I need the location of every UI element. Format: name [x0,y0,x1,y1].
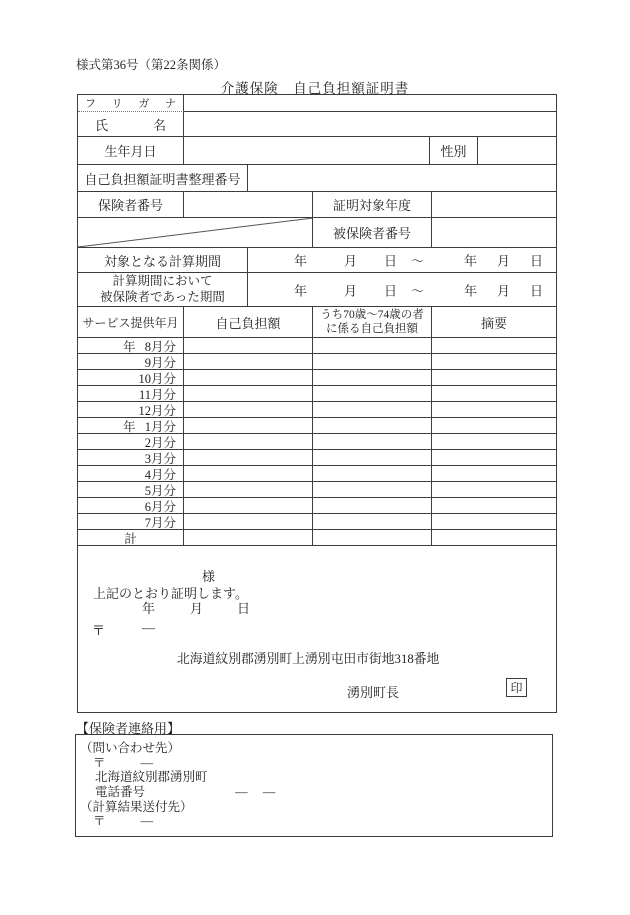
name-value-cell [184,112,556,136]
certificate-table [77,94,557,713]
col-header-senior-line1: うち70歳～74歳の者 [320,308,424,321]
result-postal-line [76,814,552,829]
month-label: 5月分 [144,483,176,497]
serial-number-value-cell [248,165,556,191]
note-cell [432,482,556,497]
total-self-pay-cell [184,530,313,545]
self-pay-cell [184,450,313,465]
insurer-contact-box [75,734,553,837]
month-label: 4月分 [144,467,176,481]
furigana-char: フ [85,98,96,110]
page-title: 介護保険 自己負担額証明書 [220,81,410,96]
name-row [78,112,556,137]
month-label-cell [78,466,184,481]
month-label-cell [78,370,184,385]
service-month-row-nov [78,386,556,402]
self-pay-cell [184,514,313,529]
note-cell [432,498,556,513]
month-label-cell [78,482,184,497]
note-cell [432,514,556,529]
date-unit-day: 日 [530,253,544,269]
date-tilde: ～ [411,283,425,298]
furigana-value-cell [184,95,556,112]
serial-number-row [78,165,556,192]
col-header-service-month: サービス提供年月 [78,307,184,337]
month-label-cell [78,418,184,433]
month-label-cell [78,338,184,353]
inquiry-postal-line [76,756,552,771]
month-year-prefix: 年 [123,419,136,433]
insurer-contact-section-title: 【保険者連絡用】 [76,721,181,736]
insured-period-label-line1: 計算期間において [112,273,213,288]
service-month-row-oct [78,370,556,386]
senior-pay-cell [313,498,432,513]
furigana-char: ナ [164,98,176,110]
result-destination-label: （計算結果送付先） [80,799,193,814]
self-pay-cell [184,498,313,513]
insured-number-label: 被保険者番号 [313,218,432,247]
month-label: 2月分 [144,435,176,449]
insured-period-label [78,273,248,306]
diagonal-blank-cell [78,218,313,247]
date-tilde: ～ [411,253,425,269]
col-header-note: 摘要 [480,315,507,331]
month-year-prefix: 年 [123,339,136,353]
senior-pay-cell [313,450,432,465]
note-cell [432,466,556,481]
target-year-label: 証明対象年度 [313,192,432,217]
note-cell [432,370,556,385]
seal-mark [506,678,527,697]
date-unit-day: 日 [530,283,544,298]
service-month-row-feb [78,434,556,450]
senior-pay-cell [313,418,432,433]
month-label-cell [78,434,184,449]
gender-value-cell [478,137,556,164]
calc-period-date-cell [248,248,556,272]
month-label-cell [78,450,184,465]
issue-date-day: 日 [237,601,251,616]
month-label-cell [78,498,184,513]
postal-dash: ― [140,755,154,770]
service-table-header [78,307,556,338]
total-note-cell [432,530,556,545]
phone-dash: ― [262,785,276,800]
date-unit-month: 月 [497,283,511,298]
self-pay-cell [184,370,313,385]
self-pay-cell [184,338,313,353]
birthdate-label: 生年月日 [78,137,184,164]
senior-pay-cell [313,338,432,353]
issuer-address: 北海道紋別郡湧別町上湧別屯田市街地318番地 [177,652,440,666]
issuer-name: 湧別町長 [347,685,400,700]
birthdate-value-cell [184,137,430,164]
senior-pay-cell [313,434,432,449]
postal-dash: ― [140,814,154,829]
service-month-row-jul [78,514,556,530]
self-pay-cell [184,386,313,401]
self-pay-cell [184,354,313,369]
name-char: 氏 [95,117,109,133]
calc-period-row [78,248,556,273]
insured-period-label-line2: 被保険者であった期間 [100,289,225,304]
date-unit-month: 月 [344,253,358,269]
phone-line [76,785,552,800]
self-pay-cell [184,466,313,481]
certification-statement: 上記のとおり証明します。 [93,586,248,601]
self-pay-cell [184,418,313,433]
month-label: 7月分 [144,515,176,529]
note-cell [432,338,556,353]
month-label: 6月分 [144,499,176,513]
insured-number-value-cell [432,218,556,247]
note-cell [432,450,556,465]
self-pay-cell [184,434,313,449]
date-unit-year: 年 [294,283,308,298]
month-label-cell [78,354,184,369]
phone-dash: ― [235,785,248,800]
date-unit-year: 年 [464,253,478,269]
service-month-row-may [78,482,556,498]
month-label-cell [78,386,184,401]
date-unit-day: 日 [384,283,398,298]
gender-label: 性別 [430,137,478,164]
serial-number-label: 自己負担額証明書整理番号 [78,165,248,191]
date-unit-month: 月 [497,253,511,269]
insurer-number-row [78,192,556,218]
month-label-cell [78,402,184,417]
service-month-row-jun [78,498,556,514]
seal-character: 印 [510,681,523,695]
note-cell [432,434,556,449]
postal-mark: 〒 [93,755,106,770]
issue-date-year: 年 [142,601,156,616]
col-header-senior-pay [313,307,432,337]
certification-block [78,546,556,713]
senior-pay-cell [313,402,432,417]
insurer-number-value-cell [184,192,313,217]
issue-date-month: 月 [190,601,204,616]
service-month-row-aug [78,338,556,354]
service-month-row-dec [78,402,556,418]
service-month-row-mar [78,450,556,466]
total-senior-pay-cell [313,530,432,545]
date-unit-day: 日 [384,253,398,269]
furigana-char: ガ [138,98,150,110]
note-cell [432,386,556,401]
postal-mark: 〒 [92,623,106,638]
postal-dash: ― [142,620,155,635]
form-code: 様式第36号（第22条関係） [76,58,227,72]
service-month-row-jan [78,418,556,434]
month-label: 1月分 [144,419,176,433]
note-cell [432,354,556,369]
senior-pay-cell [313,370,432,385]
date-unit-year: 年 [294,253,308,269]
insured-period-row [78,273,556,307]
service-total-row [78,530,556,546]
note-cell [432,402,556,417]
target-year-value-cell [432,192,556,217]
addressee-suffix: 様 [202,569,216,584]
month-label: 11月分 [138,387,176,401]
month-label: 9月分 [144,355,176,369]
month-label: 12月分 [138,403,176,417]
date-unit-year: 年 [464,283,478,298]
month-label-cell [78,514,184,529]
col-header-senior-line2: に係る自己負担額 [326,323,418,335]
postal-mark: 〒 [93,814,106,829]
insured-number-row [78,218,556,248]
furigana-label [78,95,184,112]
certification-cell [78,546,556,713]
senior-pay-cell [313,354,432,369]
phone-label: 電話番号 [95,785,146,800]
senior-pay-cell [313,482,432,497]
total-label: 計 [78,530,184,545]
senior-pay-cell [313,466,432,481]
inquiry-label: （問い合わせ先） [80,741,181,755]
month-label: 3月分 [144,451,176,465]
senior-pay-cell [313,386,432,401]
birthdate-row [78,137,556,165]
month-label: 10月分 [138,371,176,385]
col-header-self-pay: 自己負担額 [184,307,313,337]
calc-period-label: 対象となる計算期間 [78,248,248,272]
service-month-row-sep [78,354,556,370]
inquiry-address: 北海道紋別郡湧別町 [95,770,208,785]
name-label [78,112,184,136]
month-label: 8月分 [144,339,176,353]
service-month-row-apr [78,466,556,482]
note-cell [432,418,556,433]
name-char: 名 [152,117,166,133]
self-pay-cell [184,402,313,417]
diagonal-line [78,218,313,247]
insured-period-date-cell [248,273,556,306]
insurer-number-label: 保険者番号 [78,192,184,217]
self-pay-cell [184,482,313,497]
date-unit-month: 月 [344,283,358,298]
furigana-char: リ [111,98,123,110]
senior-pay-cell [313,514,432,529]
furigana-row [78,95,556,112]
